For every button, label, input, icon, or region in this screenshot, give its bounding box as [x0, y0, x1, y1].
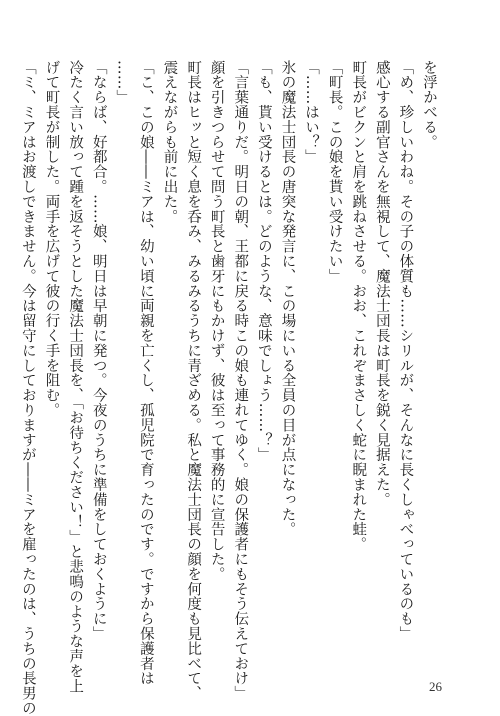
text-line: 震えながらも前に出た。	[161, 60, 178, 224]
text-line: ……」	[114, 60, 131, 105]
text-line: 「こ、この娘――ミアは、幼い頃に両親を亡くし、孤児院で育ったのです。ですから保護者は	[137, 60, 154, 686]
text-line: 氷の魔法士団長の唐突な発言に、この場にいる全員の目が点になった。	[279, 60, 296, 537]
page-number: 26	[429, 679, 442, 694]
text-line: 「言葉通りだ。明日の朝、王都に戻る時この娘も連れてゆく。娘の保護者にもそう伝えておけ」	[232, 60, 249, 701]
text-line: 「め、珍しいわね。その子の体質も……シリルが、そんなに長くしゃべっているのも」	[397, 60, 414, 642]
text-line: 町長はヒッと短く息を呑み、みるみるうちに青ざめる。私と魔法士団長の顔を何度も見比べて、	[185, 60, 202, 701]
text-line: 「町長。この娘を貰い受けたい」	[326, 60, 343, 284]
text-line: 顔を引きつらせて問う町長と歯牙にもかけず、彼は至って事務的に宣告した。	[208, 60, 225, 582]
text-line: げて町長が制した。両手を広げて彼の行く手を阻む。	[43, 60, 60, 418]
text-line: 冷たく言い放って踵を返そうとした魔法士団長を、「お待ちください！」と悲鳴のような声を上	[67, 60, 84, 694]
text-line: 町長がビクンと肩を跳ねさせる。おお、これぞまさしく蛇に睨まれた蛙。	[350, 60, 367, 552]
text-line: 「ならば、好都合。……娘、明日は早朝に発つ。今夜のうちに準備をしておくように」	[90, 60, 107, 642]
text-line: 「……はい？」	[303, 60, 320, 165]
text-line: 「ミ、ミアはお渡しできません。今は留守にしておりますが――ミアを雇ったのは、うちの長男の	[19, 60, 36, 716]
text-line: 感心する副官さんを無視して、魔法士団長は町長を鋭く見据えた。	[373, 60, 390, 507]
text-line: を浮かべる。	[421, 60, 437, 150]
text-line: 「も、貰い受けるとは。どのような、意味でしょう……？」	[255, 60, 272, 463]
